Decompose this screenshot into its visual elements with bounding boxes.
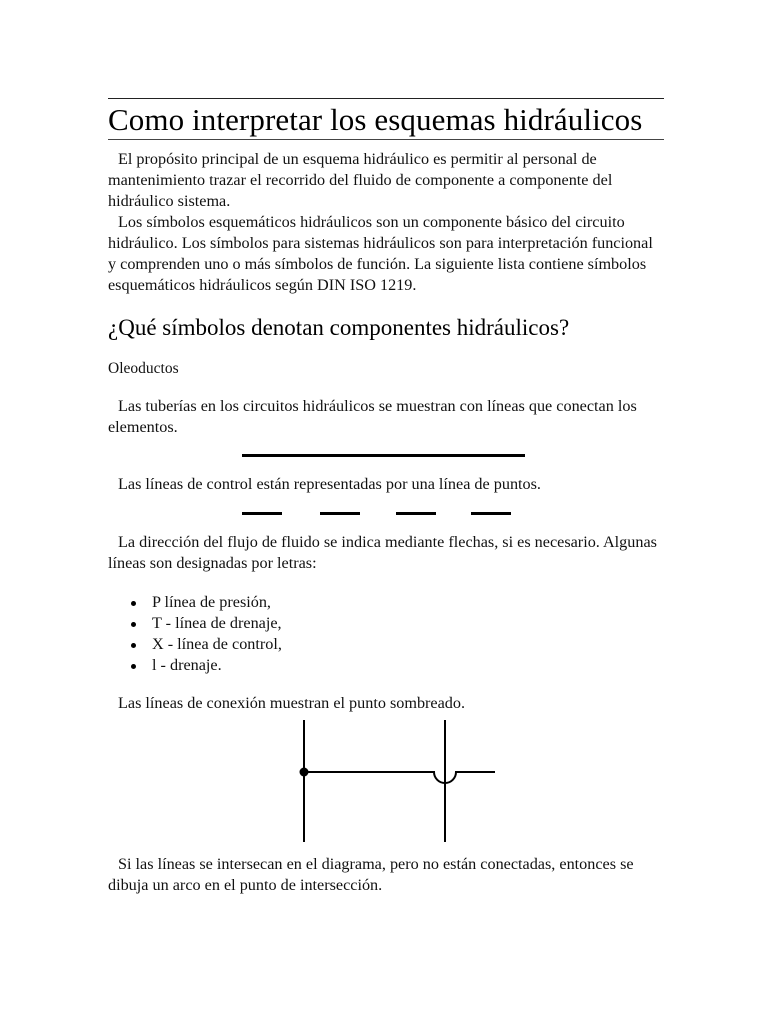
subheading-oleoductos: Oleoductos — [108, 360, 179, 377]
control-lines-paragraph: Las líneas de control están representadas por una línea de puntos. — [118, 475, 541, 493]
dash-segment — [242, 512, 282, 515]
top-rule — [108, 98, 664, 99]
dashed-line-symbol — [108, 512, 664, 515]
solid-line-symbol — [242, 454, 525, 457]
line-letters-list — [108, 592, 664, 676]
dash-segment — [396, 512, 436, 515]
connection-paragraph: Las líneas de conexión muestran el punto sombreado. — [118, 694, 466, 712]
intro-paragraph-2: Los símbolos esquemáticos hidráulicos son un componente básico del circuito hidráulico. Los símbolos para sistemas hidráulicos son para interpretación funcional y comprenden uno o más símbolos de función. La siguiente lista contiene símbolos esquemáticos hidráulicos según DIN ISO 1219. — [108, 213, 653, 294]
document-page — [108, 98, 664, 896]
pipes-paragraph: Las tuberías en los circuitos hidráulicos se muestran con líneas que conectan los elementos. — [108, 397, 637, 436]
list-item: T - línea de drenaje, — [152, 613, 664, 634]
dash-segment — [320, 512, 360, 515]
list-item: X - línea de control, — [152, 634, 664, 655]
page-title: Como interpretar los esquemas hidráulicos — [108, 102, 643, 137]
intro-paragraph-1: El propósito principal de un esquema hidráulico es permitir al personal de mantenimiento trazar el recorrido del fluido de componente a componente del hidráulico sistema. — [108, 150, 613, 210]
dash-segment — [471, 512, 511, 515]
flow-direction-paragraph: La dirección del flujo de fluido se indica mediante flechas, si es necesario. Algunas líneas son designadas por letras: — [108, 533, 657, 572]
horizontal-line-with-arc — [304, 772, 495, 783]
line-connection-diagram — [108, 720, 664, 850]
list-item: l - drenaje. — [152, 655, 664, 676]
list-item: P línea de presión, — [152, 592, 664, 613]
connection-dot — [300, 768, 309, 777]
intersection-paragraph: Si las líneas se intersecan en el diagrama, pero no están conectadas, entonces se dibuja un arco en el punto de intersección. — [108, 855, 634, 894]
title-underline — [108, 139, 664, 140]
section-heading: ¿Qué símbolos denotan componentes hidráulicos? — [108, 315, 570, 340]
